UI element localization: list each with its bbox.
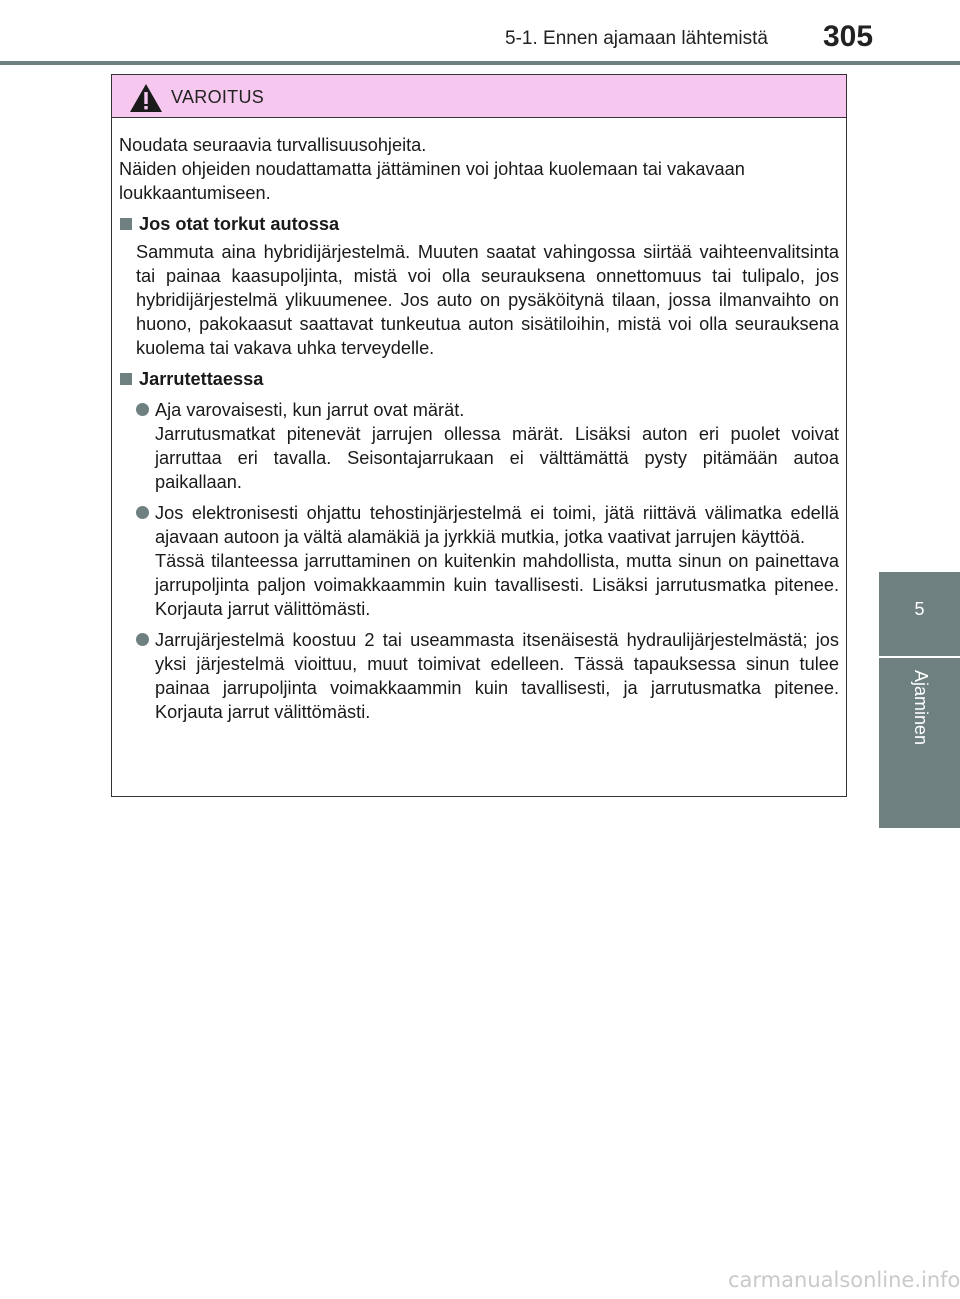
warning-box: [111, 74, 847, 797]
intro-line-2: Näiden ohjeiden noudattamatta jättäminen voi johtaa kuolemaan tai vakavaan loukkaantumiseen.: [119, 159, 745, 203]
chapter-number-tab[interactable]: [879, 572, 960, 656]
warning-title: VAROITUS: [171, 87, 265, 107]
warning-header: [112, 75, 846, 118]
bullet-line: Jarrutusmatkat pitenevät jarrujen ollessa märät. Lisäksi auton eri puolet voivat jarruttaa eri tavalla. Seisontajarrukaan ei välttämättä pysty pitämään autoa paikallaan.: [155, 424, 839, 492]
section-heading-text: Jos otat torkut autossa: [139, 214, 340, 234]
list-item: [136, 628, 839, 724]
warning-intro: [119, 133, 839, 205]
intro-line-1: Noudata seuraavia turvallisuusohjeita.: [119, 135, 427, 155]
bullet-line: Aja varovaisesti, kun jarrut ovat märät.: [155, 400, 465, 420]
section-text-naps: Sammuta aina hybridijärjestelmä. Muuten saatat vahingossa siirtää vaihteenvalitsinta tai painaa kaasupoljinta, mistä voi olla seurauksena onnettomuus tai tulipalo, jos hybridijärjestelmä ylikuumenee. Jos auto on pysäköitynä tilaan, jossa ilmanvaihto on huono, pakokaasut saattavat tunkeutua auton sisätiloihin, mistä voi olla seurauksena kuolema tai vakava uhka terveydelle.: [136, 242, 839, 358]
chapter-label-tab[interactable]: [879, 658, 960, 828]
list-item: [136, 398, 839, 494]
bullet-line: Jarrujärjestelmä koostuu 2 tai useammasta itsenäisestä hydraulijärjestelmästä; jos yksi järjestelmä vioittuu, muut toimivat edelleen. Tässä tapauksessa sinun tulee painaa jarrupoljinta voimakkaammin kuin tavallisesti, ja jarrutusmatka pitenee. Korjauta jarrut välittömästi.: [155, 630, 839, 722]
chapter-number: 5: [914, 599, 925, 619]
page-number: 305: [823, 20, 874, 53]
list-item: [136, 501, 839, 621]
chapter-label: Ajaminen: [911, 670, 931, 746]
circle-bullet-icon: [136, 403, 149, 416]
warning-body: [119, 133, 839, 724]
bullet-line: Tässä tilanteessa jarruttaminen on kuitenkin mahdollista, mutta sinun on painettava jarrupoljinta paljon voimakkaammin kuin tavallisesti. Lisäksi jarrutusmatka pitenee. Korjauta jarrut välittömästi.: [155, 551, 839, 619]
bullet-line: Jos elektronisesti ohjattu tehostinjärjestelmä ei toimi, jätä riittävä välimatka edellä ajavaan autoon ja vältä alamäkiä ja jyrkkiä mutkia, jotka vaativat jarrujen käyttöä.: [155, 503, 839, 547]
section-title: 5-1. Ennen ajamaan lähtemistä: [505, 28, 768, 49]
warning-triangle-icon: [129, 83, 163, 113]
circle-bullet-icon: [136, 633, 149, 646]
section-heading-braking: [119, 367, 839, 391]
square-bullet-icon: [120, 218, 132, 230]
section-heading-naps: [119, 212, 839, 236]
square-bullet-icon: [120, 373, 132, 385]
circle-bullet-icon: [136, 506, 149, 519]
section-heading-text: Jarrutettaessa: [139, 369, 264, 389]
header-divider: [0, 61, 960, 65]
watermark: carmanualsonline.info: [728, 1268, 960, 1292]
